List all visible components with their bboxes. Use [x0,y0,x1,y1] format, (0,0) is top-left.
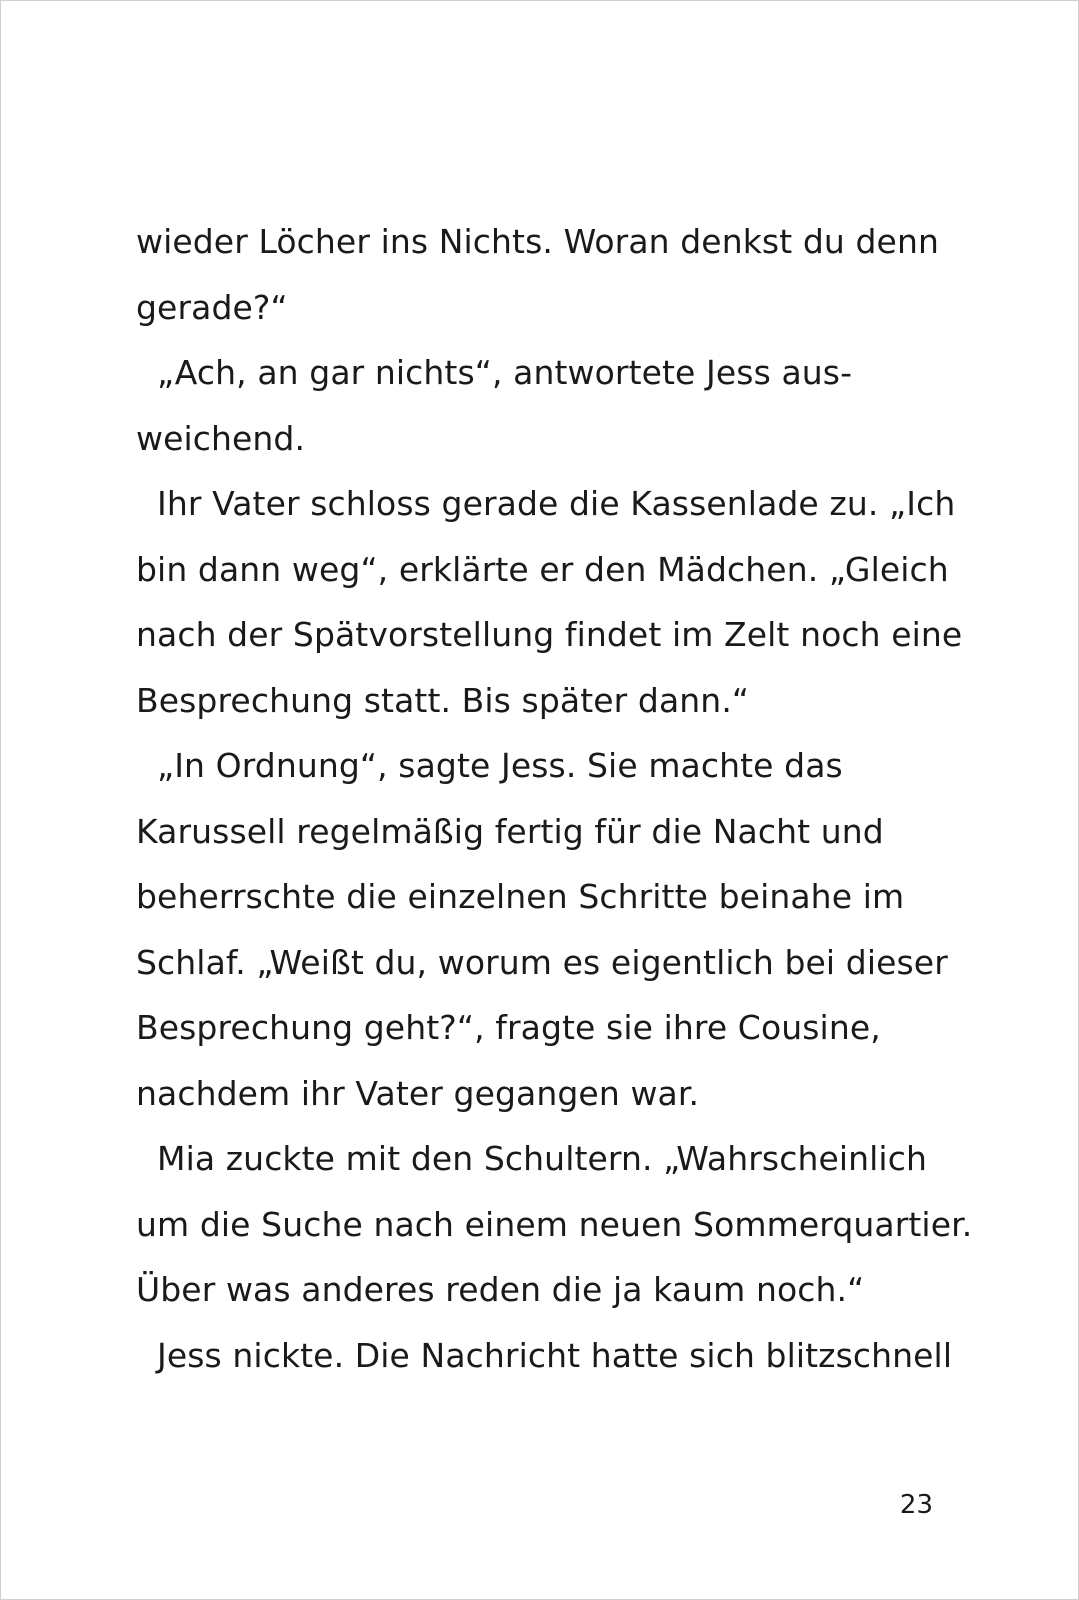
text-line: Besprechung statt. Bis später dann.“ [136,680,750,720]
text-line: weichend. [136,418,306,458]
text-line: um die Suche nach einem neuen Sommerquartier. [136,1204,973,1244]
text-line: „Ach, an gar nichts“, antwortete Jess aus- [157,353,853,392]
text-line: gerade?“ [136,287,288,327]
body-text [136,209,973,1388]
text-line: bin dann weg“, erklärte er den Mädchen. „Gleich [136,549,949,589]
text-line: Ihr Vater schloss gerade die Kassenlade zu. „Ich [157,484,956,523]
text-line: nach der Spätvorstellung findet im Zelt noch eine [136,615,963,654]
text-line: Über was anderes reden die ja kaum noch.“ [136,1270,865,1309]
text-line: beherrschte die einzelnen Schritte beinahe im [136,877,905,916]
text-line: Jess nickte. Die Nachricht hatte sich blitzschnell [157,1335,953,1375]
text-line: „In Ordnung“, sagte Jess. Sie machte das [157,746,843,785]
text-line: Besprechung geht?“, fragte sie ihre Cousine, [136,1008,881,1047]
text-line: Schlaf. „Weißt du, worum es eigentlich bei dieser [136,942,948,982]
text-line: Mia zuckte mit den Schultern. „Wahrscheinlich [157,1139,927,1178]
text-line: nachdem ihr Vater gegangen war. [136,1073,700,1113]
text-line: Karussell regelmäßig fertig für die Nacht und [136,811,884,851]
text-line: wieder Löcher ins Nichts. Woran denkst du denn [136,222,939,261]
page-number: 23 [899,1490,933,1520]
